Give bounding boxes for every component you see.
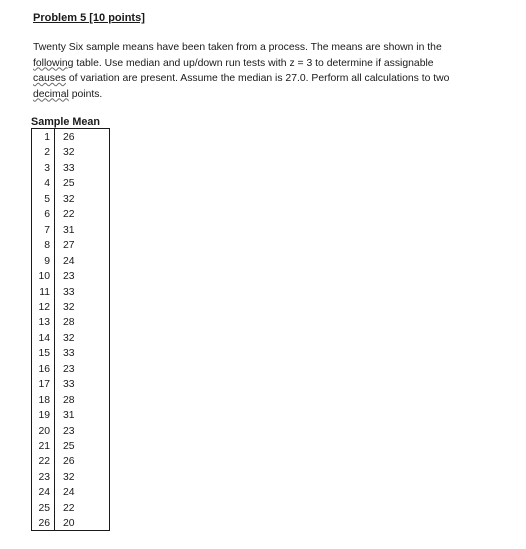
sample-mean-value: 24 xyxy=(63,487,75,499)
table-row xyxy=(32,393,109,408)
sample-number: 16 xyxy=(38,363,50,375)
table-row xyxy=(32,238,109,253)
sample-mean-value: 26 xyxy=(63,456,75,468)
sample-number: 2 xyxy=(44,147,50,159)
spellcheck-word: causes xyxy=(33,73,66,84)
spellcheck-word: decimal xyxy=(33,88,69,100)
sample-mean-value: 33 xyxy=(63,286,75,298)
table-row xyxy=(32,439,109,454)
sample-number: 20 xyxy=(38,425,50,437)
sample-mean-value: 33 xyxy=(63,348,75,360)
table-row xyxy=(32,485,109,500)
sample-mean-value: 24 xyxy=(63,255,75,267)
sample-number: 17 xyxy=(38,379,50,391)
statement-text: of variation are present. Assume the median is 27.0. Perform all calculations to two xyxy=(65,73,450,84)
sample-mean-value: 32 xyxy=(63,147,75,159)
sample-mean-value: 22 xyxy=(63,209,75,221)
table-row xyxy=(32,424,109,439)
table-row xyxy=(32,331,109,346)
table-row xyxy=(32,408,109,423)
sample-mean-value: 28 xyxy=(63,317,75,329)
sample-number: 5 xyxy=(44,193,50,205)
sample-mean-table xyxy=(31,128,110,531)
table-row xyxy=(32,176,109,191)
sample-mean-value: 32 xyxy=(63,332,75,344)
sample-number: 21 xyxy=(38,441,50,452)
spellcheck-word: following xyxy=(33,57,74,69)
sample-mean-value: 25 xyxy=(63,178,75,190)
sample-number: 18 xyxy=(38,394,50,406)
sample-mean-value: 20 xyxy=(63,518,75,530)
table-row xyxy=(32,269,109,284)
table-row xyxy=(32,346,109,361)
sample-mean-value: 31 xyxy=(63,410,75,422)
table-row xyxy=(32,377,109,392)
table-row xyxy=(32,161,109,176)
table-row xyxy=(32,223,109,238)
sample-number: 12 xyxy=(38,301,50,313)
table-row xyxy=(32,315,109,330)
sample-number: 3 xyxy=(44,162,50,174)
problem-statement xyxy=(33,40,488,102)
sample-number: 19 xyxy=(38,410,50,422)
sample-number: 15 xyxy=(38,348,50,360)
sample-number: 6 xyxy=(44,209,50,221)
sample-number: 4 xyxy=(44,178,50,190)
sample-mean-value: 32 xyxy=(63,471,75,483)
sample-mean-value: 23 xyxy=(63,363,75,375)
sample-mean-value: 23 xyxy=(63,271,75,283)
statement-line-2 xyxy=(33,56,488,72)
sample-mean-value: 25 xyxy=(63,441,75,452)
sample-number: 7 xyxy=(44,224,50,236)
sample-mean-value: 33 xyxy=(63,379,75,391)
sample-mean-value: 27 xyxy=(63,240,75,252)
sample-mean-value: 26 xyxy=(63,132,75,143)
sample-number: 26 xyxy=(38,518,50,530)
sample-number: 14 xyxy=(38,332,50,344)
sample-number: 23 xyxy=(38,471,50,483)
statement-text: Twenty Six sample means have been taken from a process. The means are shown in the xyxy=(33,42,442,53)
sample-mean-value: 33 xyxy=(63,162,75,174)
table-row xyxy=(32,470,109,485)
sample-mean-value: 32 xyxy=(63,301,75,313)
sample-number: 1 xyxy=(44,132,50,143)
statement-text: table. Use median and up/down run tests with z = 3 to determine if assignable xyxy=(73,57,434,69)
sample-mean-value: 32 xyxy=(63,193,75,205)
sample-mean-value: 31 xyxy=(63,224,75,236)
table-row xyxy=(32,207,109,222)
sample-number: 11 xyxy=(39,286,50,298)
table-row xyxy=(32,192,109,207)
sample-number: 13 xyxy=(38,317,50,329)
sample-mean-value: 28 xyxy=(63,394,75,406)
sample-mean-value: 22 xyxy=(63,502,75,514)
statement-line-3 xyxy=(33,71,488,87)
problem-title: Problem 5 [10 points] xyxy=(33,12,145,24)
table-header: Sample Mean xyxy=(31,116,101,128)
statement-line-1 xyxy=(33,40,488,56)
table-row xyxy=(32,454,109,469)
sample-number: 9 xyxy=(44,255,50,267)
sample-number: 22 xyxy=(38,456,50,468)
table-row xyxy=(32,362,109,377)
sample-mean-value: 23 xyxy=(63,425,75,437)
sample-number: 8 xyxy=(44,240,50,252)
table-row xyxy=(32,516,109,531)
statement-line-4 xyxy=(33,87,488,103)
table-row xyxy=(32,285,109,300)
table-row xyxy=(32,130,109,145)
table-row xyxy=(32,501,109,516)
sample-number: 24 xyxy=(38,487,50,499)
table-row xyxy=(32,254,109,269)
statement-text: points. xyxy=(68,88,103,100)
table-row xyxy=(32,145,109,160)
table-row xyxy=(32,300,109,315)
sample-number: 25 xyxy=(38,502,50,514)
sample-number: 10 xyxy=(38,271,50,283)
